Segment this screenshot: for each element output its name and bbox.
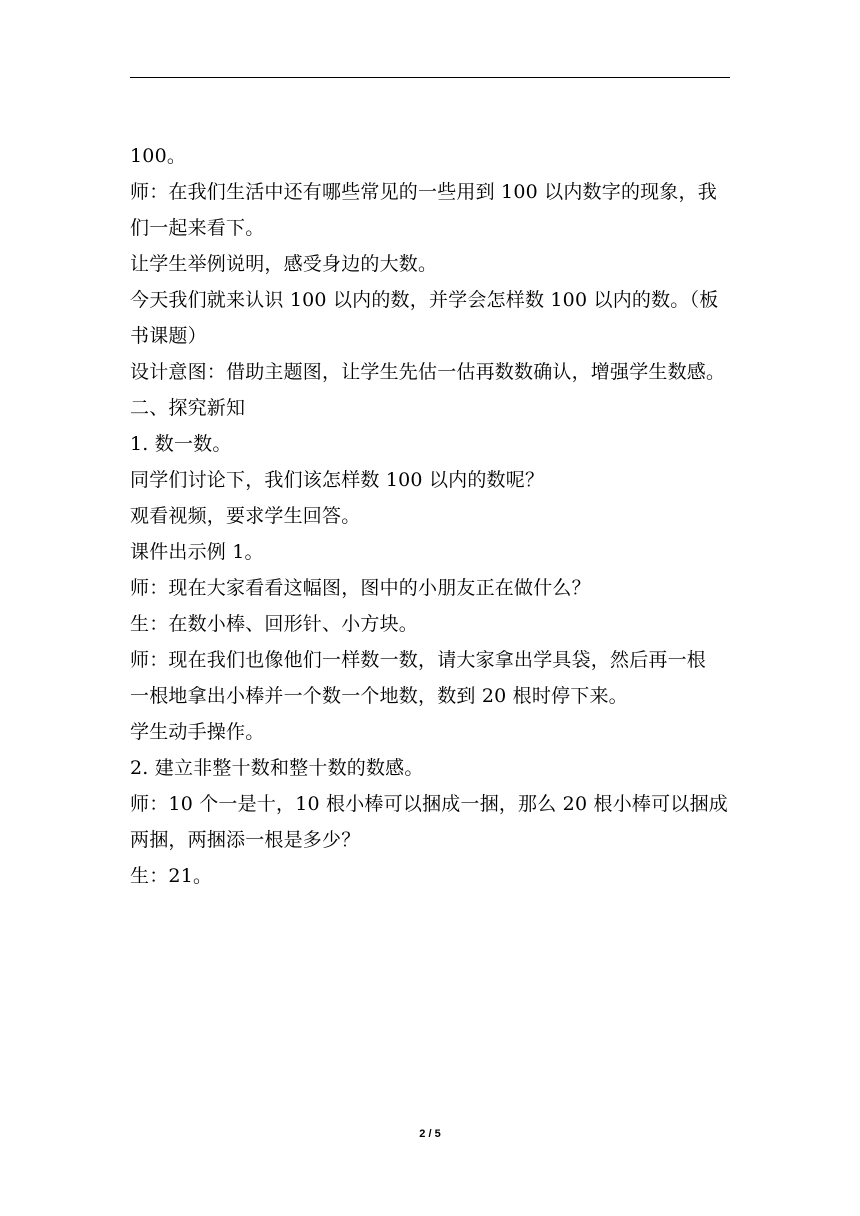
text-line: 师：10 个一是十，10 根小棒可以捆成一捆，那么 20 根小棒可以捆成: [130, 793, 728, 815]
text-line: 们一起来看下。: [130, 217, 265, 239]
text-line: 师：现在大家看看这幅图，图中的小朋友正在做什么？: [130, 577, 591, 599]
text-line: 观看视频，要求学生回答。: [130, 505, 361, 527]
document-body: [130, 138, 734, 894]
text-line: 师：现在我们也像他们一样数一数，请大家拿出学具袋，然后再一根: [130, 649, 707, 671]
text-line: 书课题）: [130, 325, 207, 347]
header-rule: [130, 77, 730, 78]
subsection-heading: 2. 建立非整十数和整十数的数感。: [130, 757, 424, 779]
text-line: 100。: [130, 145, 187, 167]
text-line: 设计意图：借助主题图，让学生先估一估再数数确认，增强学生数感。: [130, 361, 726, 383]
page-number: 2 / 5: [419, 1128, 441, 1140]
text-line: 今天我们就来认识 100 以内的数，并学会怎样数 100 以内的数。（板: [130, 289, 719, 311]
text-line: 师：在我们生活中还有哪些常见的一些用到 100 以内数字的现象，我: [130, 181, 717, 203]
text-line: 让学生举例说明，感受身边的大数。: [130, 253, 438, 275]
text-line: 生：21。: [130, 865, 213, 887]
text-line: 课件出示例 1。: [130, 541, 264, 563]
text-line: 同学们讨论下，我们该怎样数 100 以内的数呢？: [130, 469, 545, 491]
section-heading: 二、探究新知: [130, 397, 246, 419]
text-line: 学生动手操作。: [130, 721, 265, 743]
text-line: 生：在数小棒、回形针、小方块。: [130, 613, 419, 635]
subsection-heading: 1. 数一数。: [130, 433, 232, 455]
text-line: 一根地拿出小棒并一个数一个地数，数到 20 根时停下来。: [130, 685, 628, 707]
text-line: 两捆，两捆添一根是多少？: [130, 829, 361, 851]
